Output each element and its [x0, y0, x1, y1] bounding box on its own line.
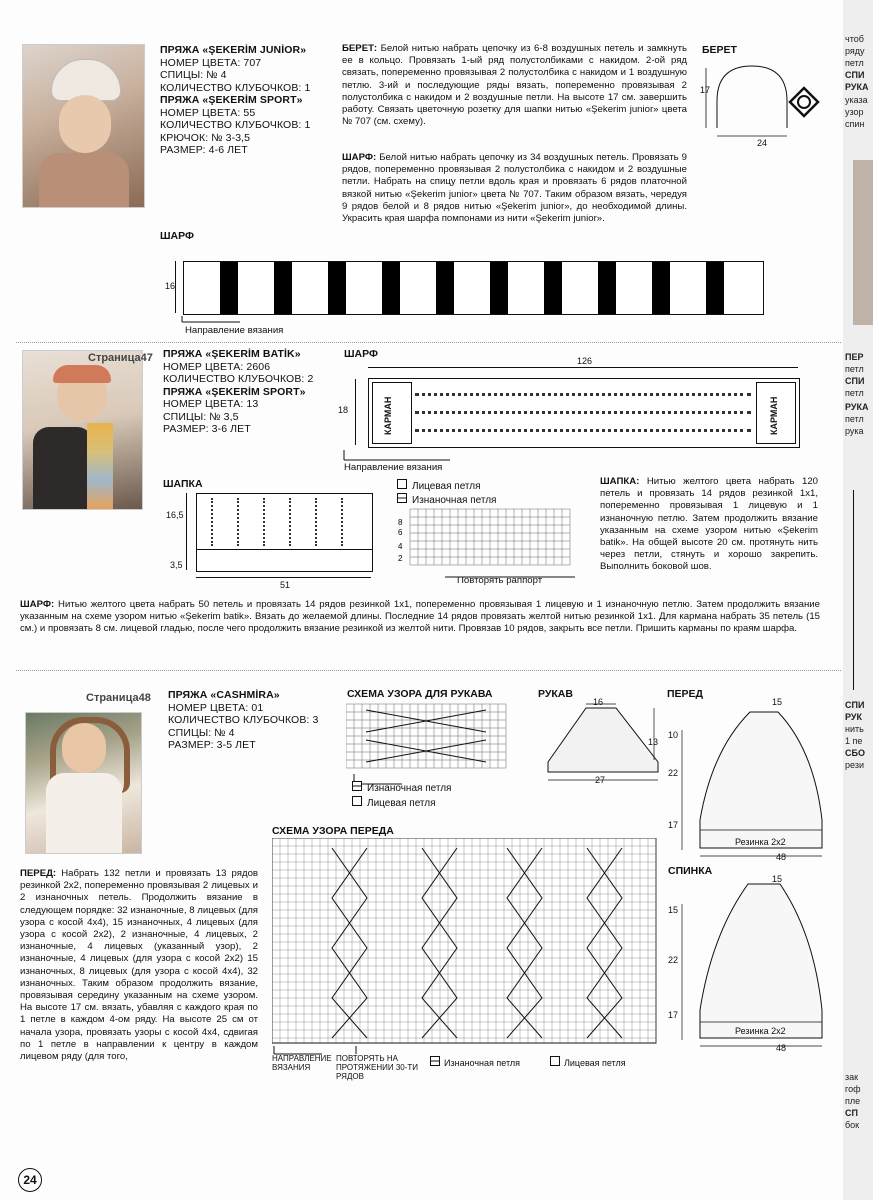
strip-text: РУКА [845, 402, 869, 412]
scarf-diagram-title-1: ШАРФ [160, 230, 194, 242]
beret-width-label: 24 [757, 138, 768, 148]
beret-diagram-title: БЕРЕТ [702, 44, 737, 56]
hat-cable [289, 498, 291, 546]
bottom-direction-label: НАПРАВЛЕНИЕ ВЯЗАНИЯ [272, 1054, 332, 1072]
hat-height-label-1: 16,5 [166, 510, 184, 520]
child-photo-cashmira [25, 712, 142, 854]
legend-purl [352, 781, 451, 796]
hat-cable [341, 498, 343, 546]
flower-motif [790, 88, 818, 116]
sweater-shape [46, 773, 122, 853]
back-h2-label: 22 [668, 955, 679, 965]
front-title: ПЕРЕД [667, 688, 704, 700]
hat-cable [237, 498, 239, 546]
striped-scarf-diagram [183, 261, 764, 315]
front-h3-label: 17 [668, 820, 679, 830]
yarn-spec-list-3 [168, 689, 338, 752]
scarf-shape [39, 153, 129, 207]
purl-symbol-icon [352, 781, 362, 791]
hat-width-label: 51 [280, 580, 291, 590]
scarf-height-line [175, 261, 176, 313]
legend-knit-label: Лицевая петля [367, 798, 436, 809]
strip-text: указа [845, 95, 868, 105]
strip-text: узор [845, 107, 864, 117]
scarf-stripe [274, 262, 292, 314]
hat-cable [315, 498, 317, 546]
bottom-legend-knit [550, 1056, 626, 1068]
scarf-heading-2: ШАРФ: [20, 599, 55, 610]
hat-diagram-title: ШАПКА [163, 478, 203, 490]
hat-heading: ШАПКА: [600, 476, 640, 487]
strip-text: РУК [845, 712, 862, 722]
strip-text: рука [845, 426, 864, 436]
page-label-48: Страница48 [86, 692, 151, 704]
sleeve-scheme-title: СХЕМА УЗОРА ДЛЯ РУКАВА [347, 688, 493, 700]
pocket-left [372, 382, 412, 444]
strip-text: ряду [845, 46, 865, 56]
spec-line: ПРЯЖА «ŞEKERİM SPORT» [163, 385, 306, 398]
sleeve-title: РУКАВ [538, 688, 573, 700]
row-number: 2 [398, 554, 403, 563]
front-scheme-title: СХЕМА УЗОРА ПЕРЕДА [272, 825, 394, 837]
spec-line: ПРЯЖА «ŞEKERİM SPORT» [160, 94, 303, 106]
bottom-knit-label: Лицевая петля [564, 1058, 626, 1068]
spec-line: НОМЕР ЦВЕТА: 01 [168, 701, 264, 714]
spec-line: КОЛИЧЕСТВО КЛУБОЧКОВ: 1 [160, 119, 311, 131]
cable-line [415, 411, 751, 414]
page-label-47: Страница47 [88, 352, 153, 364]
hat-shape [53, 365, 111, 383]
scarf-text-2: Нитью желтого цвета набрать 50 петель и провязать 14 рядов резинкой 1х1, попеременно провязывая 1 лицевую и 1 изнаночную петлю. Затем продолжить вязание указанным на схеме узором нитью «Şekerim batik». Вязать до желаемой длины. Последние 14 рядов провязать желтой нитью резинкой 1х1. Для кармана набрать 35 петель (15 см.) и провязать 8 см. лицевой гладью, после чего продолжить вязание резинкой из желтой нити. Провязав 10 рядов, закрыть все петли. Пришить карманы по краям шарфа. [20, 599, 820, 635]
strip-text: гоф [845, 1084, 861, 1094]
cable-line [415, 429, 751, 432]
sleeve-top-label: 16 [593, 697, 604, 707]
strip-text: СП [845, 1108, 858, 1118]
strip-text: петл [845, 414, 864, 424]
spec-line: КОЛИЧЕСТВО КЛУБОЧКОВ: 1 [160, 81, 311, 94]
strip-text: петл [845, 364, 864, 374]
strip-text: РУКА [845, 82, 869, 92]
row-number: 8 [398, 518, 403, 527]
scarf-diagram-title-2: ШАРФ [344, 348, 378, 360]
row-number: 6 [398, 528, 403, 537]
scarf-stripe [220, 262, 238, 314]
spec-line: НОМЕР ЦВЕТА: 55 [160, 106, 256, 119]
adjacent-photo [853, 160, 873, 325]
batik-scarf-diagram [368, 378, 800, 448]
scarf-length-label: 126 [577, 356, 593, 366]
pocket-label-left: КАРМАН [383, 396, 393, 435]
section-divider [16, 670, 841, 671]
spec-line: РАЗМЕР: 3-5 ЛЕТ [168, 739, 256, 751]
hat-instructions [600, 476, 818, 574]
strip-text: СПИ [845, 700, 865, 710]
front-h1-label: 10 [668, 730, 679, 740]
back-h3-label: 17 [668, 1010, 679, 1020]
page-number: 24 [18, 1168, 42, 1192]
hat-width-line [196, 577, 371, 578]
scarf-stripe [598, 262, 616, 314]
hat-rib-line [197, 549, 372, 550]
back-top-label: 15 [772, 874, 783, 884]
hat-height-line [186, 493, 187, 570]
bottom-repeat-label: ПОВТОРЯТЬ НА ПРОТЯЖЕНИИ 30-ТИ РЯДОВ [336, 1054, 419, 1081]
beret-height-label: 17 [700, 85, 711, 95]
strip-text: пле [845, 1096, 861, 1106]
strip-text: ПЕР [845, 352, 864, 362]
purl-symbol-icon [397, 493, 407, 503]
direction-arrow-2 [340, 448, 460, 462]
scarf-stripe [544, 262, 562, 314]
strip-text: петл [845, 388, 864, 398]
legend-knit-label: Лицевая петля [412, 481, 481, 492]
direction-label-2: Направление вязания [344, 462, 443, 473]
front-top-label: 15 [772, 697, 783, 707]
back-title: СПИНКА [668, 865, 713, 877]
spec-line: ПРЯЖА «ŞEKERİM BATİK» [163, 348, 301, 360]
direction-label-1: Направление вязания [185, 325, 284, 336]
spec-line: КОЛИЧЕСТВО КЛУБОЧКОВ: 3 [168, 714, 319, 726]
strip-text: 1 пе [845, 736, 863, 746]
legend-knit [397, 479, 496, 493]
scarf-instructions-2 [20, 599, 820, 636]
scarf-stripe [706, 262, 724, 314]
hat-cable [263, 498, 265, 546]
back-rib-label: Резинка 2х2 [735, 1026, 786, 1036]
spec-line: КРЮЧОК: № 3-3,5 [160, 131, 251, 144]
spec-line: НОМЕР ЦВЕТА: 2606 [163, 360, 271, 373]
hat-diagram [196, 493, 373, 572]
yarn-spec-list-2 [163, 348, 338, 436]
pocket-label-right: КАРМАН [769, 396, 779, 435]
spec-line: РАЗМЕР: 4-6 ЛЕТ [160, 144, 248, 156]
front-heading: ПЕРЕД: [20, 868, 57, 879]
sleeve-height-label: 13 [648, 737, 659, 747]
legend-knit [352, 796, 451, 811]
spec-line: ПРЯЖА «CASHMİRA» [168, 689, 280, 701]
scarf-text: Белой нитью набрать цепочку из 34 воздушных петель. Провязать 9 рядов, попеременно провязывая 2 полустолбика с накидом и 2 воздушные петли. Набрать на спицу петли вдоль края и провязать 6 рядов платочной вязкой нитью «Şekerim junior» цвета № 707. Таким образом вязать, чередуя 9 рядов белой и 8 рядов нитью «Şekerim junior», до необходимой длины. Украсить края шарфа помпонами из нити «Şekerim junior». [342, 152, 687, 225]
strip-text: рези [845, 760, 864, 770]
bottom-legend-purl [430, 1056, 520, 1068]
scarf-shape [87, 423, 113, 509]
strip-text: бок [845, 1120, 860, 1130]
front-width-label: 48 [776, 852, 787, 862]
front-text: Набрать 132 петли и провязать 13 рядов резинкой 2х2, попеременно провязывая 2 лицевых и 2 изнаночных петель. Продолжить вязание в следующем порядке: 32 изнаночные, 8 лицевых (для узора с косой 4х4), 15 изнаночных, 4 лицевых (для узора с косой 2х2), 2 изнаночные, 4 лицевых, 2 изнаночные, 4 лицевых (указанный узор), 2 изнаночные, 4 лицевых (для узора с косой 2х2) 15 изнаночных, 8 лицевых (для узора с косой 4х4), 32 изнаночных. Таким образом продолжить вязание, провязывая середину указанным на схеме узором. На высоте 17 см. вязать, убавляя с каждого края по 1 петле в каждом 4-ом ряду. На высоте 25 см от начала узора, провязать узоры с косой 4х4, сдвигая по 1 петле в направлении к центру в каждом лицевом ряду (для того, [20, 868, 258, 1063]
knit-symbol-icon [352, 796, 362, 806]
knit-symbol-icon [397, 479, 407, 489]
scarf-height-label-2: 18 [338, 405, 349, 415]
scarf-stripe [328, 262, 346, 314]
hat-legend [397, 479, 496, 507]
spec-line: КОЛИЧЕСТВО КЛУБОЧКОВ: 2 [163, 373, 314, 385]
bottom-purl-label: Изнаночная петля [444, 1058, 521, 1068]
section-divider [16, 342, 841, 343]
pocket-right [756, 382, 796, 444]
cable-line [415, 393, 751, 396]
scarf-height-line-2 [355, 379, 356, 445]
front-pattern-chart [272, 838, 657, 1044]
spec-line: СПИЦЫ: № 4 [168, 726, 235, 739]
purl-symbol-icon [430, 1056, 440, 1066]
strip-text: СПИ [845, 70, 865, 80]
front-shape-diagram [672, 700, 832, 860]
strip-text: чтоб [845, 34, 864, 44]
hat-height-label-2: 3,5 [170, 560, 183, 570]
scarf-stripe [382, 262, 400, 314]
front-h2-label: 22 [668, 768, 679, 778]
spec-line: НОМЕР ЦВЕТА: 13 [163, 398, 259, 410]
knit-symbol-icon [550, 1056, 560, 1066]
front-rib-label: Резинка 2х2 [735, 837, 786, 847]
back-width-label: 48 [776, 1043, 787, 1053]
strip-text: петл [845, 58, 864, 68]
spec-line: ПРЯЖА «ŞEKERİM JUNİOR» [160, 44, 307, 56]
hat-cable [211, 498, 213, 546]
adjacent-page-strip [843, 0, 873, 1200]
strip-text: зак [845, 1072, 859, 1082]
sleeve-width-label: 27 [595, 775, 606, 785]
spec-line: СПИЦЫ: № 3,5 [163, 410, 239, 423]
scarf-stripe [436, 262, 454, 314]
strip-text: спин [845, 119, 865, 129]
beret-instructions [342, 43, 687, 128]
spec-line: СПИЦЫ: № 4 [160, 69, 227, 81]
scarf-stripe [490, 262, 508, 314]
child-photo-beret [22, 44, 145, 208]
back-shape-diagram [672, 874, 832, 1049]
strip-text: СБО [845, 748, 865, 758]
adjacent-diagram [853, 490, 873, 690]
scarf-instructions-1 [342, 152, 687, 225]
scarf-height-label: 16 [165, 281, 176, 291]
row-number: 4 [398, 542, 403, 551]
strip-text: СПИ [845, 376, 865, 386]
sleeve-pattern-chart [346, 702, 508, 770]
coat-shape [33, 427, 93, 509]
strip-text: нить [845, 724, 864, 734]
beret-heading: БЕРЕТ: [342, 43, 378, 54]
scarf-length-line [368, 367, 798, 368]
spec-line: НОМЕР ЦВЕТА: 707 [160, 56, 262, 69]
scarf-stripe [652, 262, 670, 314]
face-shape [59, 95, 111, 153]
sleeve-legend [352, 781, 451, 811]
yarn-spec-list-1 [160, 44, 330, 157]
scarf-heading: ШАРФ: [342, 152, 377, 163]
back-h1-label: 15 [668, 905, 679, 915]
front-instructions [20, 868, 258, 1063]
child-photo-batik [22, 350, 143, 510]
legend-purl-label: Изнаночная петля [367, 783, 452, 794]
beret-text: Белой нитью набрать цепочку из 6-8 воздушных петель и замкнуть ее в кольцо. Провязать 1-ый ряд полустолбиками с накидом. 2-ой ряд связать, попеременно провязывая 2 полустолбика с накидом и 1 воздушную петлю. 3-ий и последующие ряды вязать, попеременно провязывая 2 полустолбика с накидом и 2 воздушные петли. На высоте 17 см. завершить работу. Связать цветочную розетку для шапки нитью «Şekerim junior» цвета № 707 (см. схему). [342, 43, 687, 128]
spec-line: РАЗМЕР: 3-6 ЛЕТ [163, 423, 251, 435]
hat-text: Нитью желтого цвета набрать 120 петель и провязать 14 рядов резинкой 1х1, попеременно провязывая 1 лицевую и 1 изнаночную петлю. Затем продолжить вязание указанным на схеме узором нитью «Şekerim batik». На общей высоте 20 см. протянуть нить через петли, стянуть и хорошо закрепить. Выполнить боковой шов. [600, 476, 818, 573]
legend-purl-label: Изнаночная петля [412, 495, 497, 506]
repeat-label: Повторять раппорт [457, 575, 543, 586]
